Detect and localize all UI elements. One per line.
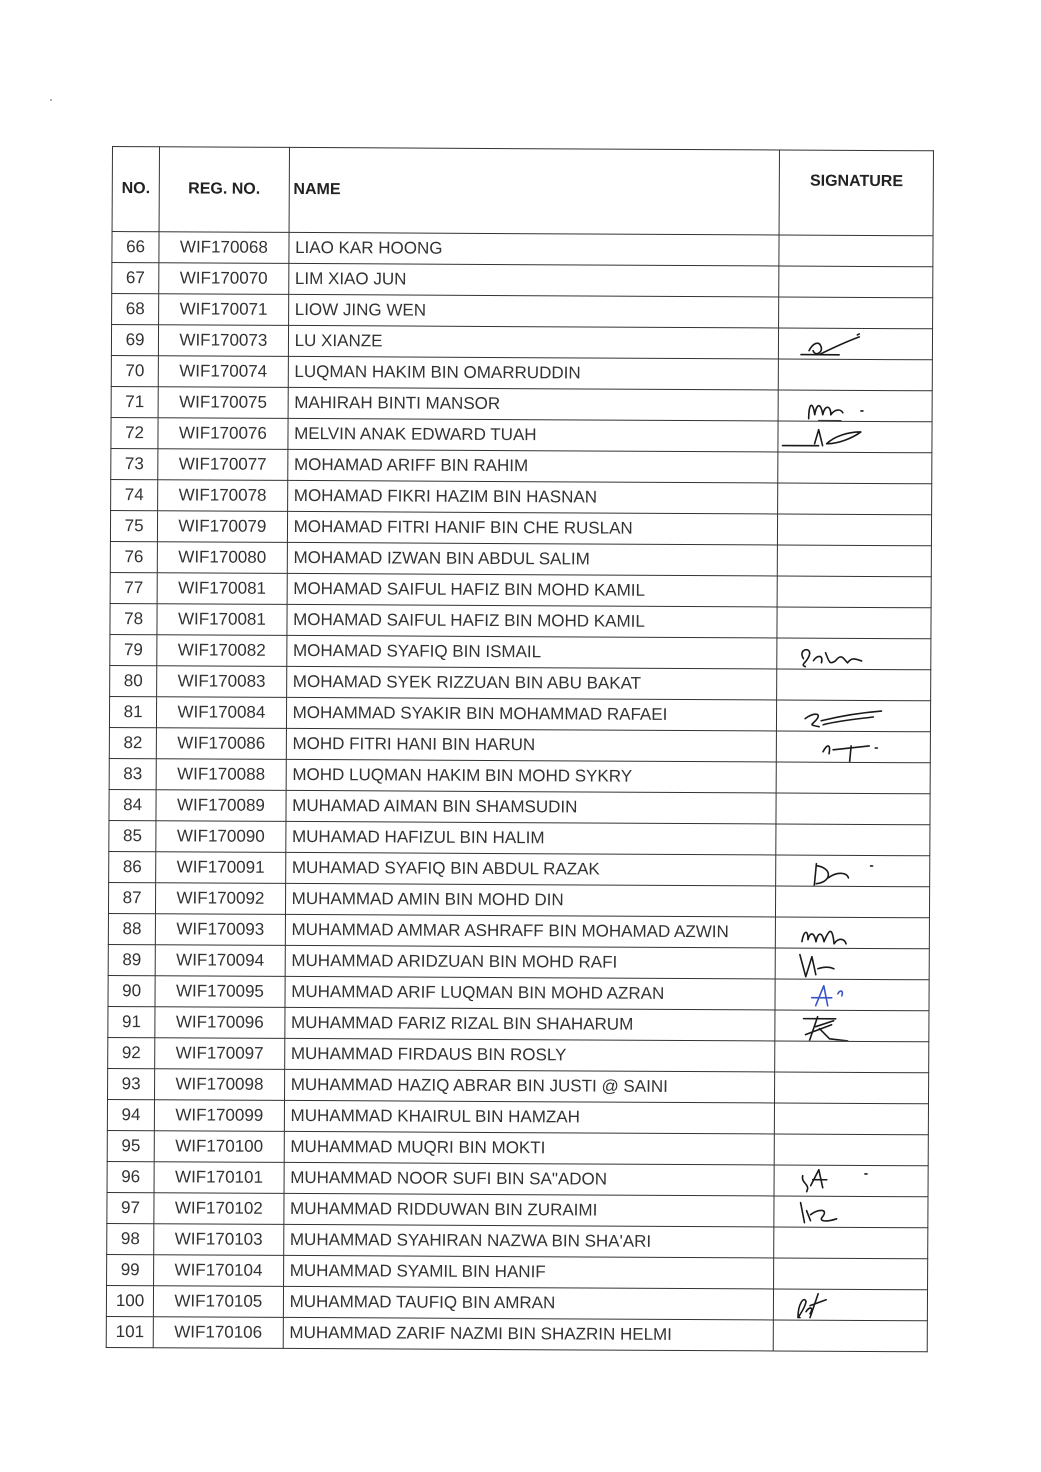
- signature-stroke: [802, 650, 810, 667]
- signature-cell: [777, 762, 931, 794]
- reg-number: WIF170077: [158, 449, 288, 481]
- handwritten-signature: [777, 855, 930, 886]
- signature-cell: [776, 855, 930, 887]
- row-number: 90: [108, 975, 155, 1006]
- signature-stroke: [802, 931, 846, 944]
- signature-cell: [777, 669, 931, 701]
- reg-number: WIF170090: [156, 821, 286, 853]
- table-row: [109, 727, 930, 762]
- table-row: [111, 448, 932, 483]
- signature-stroke: [810, 1300, 826, 1306]
- table-row: [111, 355, 932, 390]
- student-name: MUHAMMAD AMIN BIN MOHD DIN: [285, 883, 776, 917]
- signature-stroke: [809, 343, 821, 354]
- table-row: [108, 882, 929, 917]
- reg-number: WIF170086: [156, 728, 286, 760]
- signature-cell: [778, 390, 932, 422]
- student-name: MOHD LUQMAN HAKIM BIN MOHD SYKRY: [286, 759, 777, 793]
- reg-number: WIF170076: [158, 418, 288, 450]
- signature-stroke: [858, 334, 860, 335]
- reg-number: WIF170082: [157, 635, 287, 667]
- handwritten-signature: [777, 700, 930, 731]
- student-name: MUHAMMAD RIDDUWAN BIN ZURAIMI: [283, 1193, 774, 1227]
- reg-number: WIF170101: [154, 1162, 284, 1194]
- student-name: LIM XIAO JUN: [288, 263, 779, 297]
- row-number: 69: [111, 325, 158, 356]
- student-name: MUHAMAD SYAFIQ BIN ABDUL RAZAK: [285, 852, 776, 886]
- student-name: MOHAMMAD SYAKIR BIN MOHAMMAD RAFAEI: [286, 697, 777, 731]
- header-signature: SIGNATURE: [779, 150, 933, 236]
- table-row: [108, 1068, 929, 1103]
- signature-cell: [778, 452, 932, 484]
- header-no: NO.: [112, 147, 160, 232]
- reg-number: WIF170106: [153, 1317, 283, 1349]
- signature-stroke: [815, 430, 823, 446]
- handwritten-signature: [775, 1196, 928, 1227]
- reg-number: WIF170093: [155, 914, 285, 946]
- signature-cell: [774, 1165, 928, 1197]
- row-number: 80: [110, 665, 157, 696]
- signature-cell: [779, 359, 933, 391]
- signature-stroke: [816, 986, 828, 1006]
- reg-number: WIF170102: [154, 1193, 284, 1225]
- row-number: 75: [110, 510, 157, 541]
- signature-stroke: [823, 746, 830, 754]
- reg-number: WIF170081: [157, 573, 287, 605]
- row-number: 94: [107, 1099, 154, 1130]
- reg-number: WIF170095: [155, 976, 285, 1008]
- student-name: MAHIRAH BINTI MANSOR: [288, 387, 779, 421]
- student-name: MUHAMMAD FARIZ RIZAL BIN SHAHARUM: [284, 1007, 775, 1041]
- student-name: LIOW JING WEN: [288, 294, 779, 328]
- student-name: MUHAMMAD FIRDAUS BIN ROSLY: [284, 1038, 775, 1072]
- reg-number: WIF170074: [158, 356, 288, 388]
- student-name: MOHAMAD SAIFUL HAFIZ BIN MOHD KAMIL: [287, 604, 778, 638]
- reg-number: WIF170096: [155, 1007, 285, 1039]
- table-row: [111, 479, 932, 514]
- student-name: MUHAMMAD AMMAR ASHRAFF BIN MOHAMAD AZWIN: [285, 914, 776, 948]
- student-name: MOHAMAD SYAFIQ BIN ISMAIL: [286, 635, 777, 669]
- row-number: 96: [107, 1161, 154, 1192]
- row-number: 85: [109, 820, 156, 851]
- signature-cell: [777, 638, 931, 670]
- signature-cell: [778, 576, 932, 608]
- attendance-table: [106, 146, 934, 1352]
- signature-stroke: [815, 864, 817, 886]
- signature-cell: [775, 1041, 929, 1073]
- handwritten-signature: [776, 917, 929, 948]
- reg-number: WIF170103: [154, 1224, 284, 1256]
- signature-cell: [776, 948, 930, 980]
- table-row: [111, 417, 932, 452]
- row-number: 67: [112, 263, 159, 294]
- table-row: [110, 634, 931, 669]
- signature-cell: [776, 793, 930, 825]
- table-row: [107, 1254, 928, 1289]
- student-name: MUHAMMAD SYAHIRAN NAZWA BIN SHA'ARI: [283, 1224, 774, 1258]
- handwritten-signature: [776, 1010, 929, 1041]
- signature-stroke: [817, 866, 829, 884]
- table-row: [110, 572, 931, 607]
- row-number: 73: [111, 448, 158, 479]
- table-row: [107, 1223, 928, 1258]
- reg-number: WIF170100: [154, 1131, 284, 1163]
- row-number: 100: [106, 1285, 153, 1316]
- table-row: [107, 1192, 928, 1227]
- reg-number: WIF170078: [158, 480, 288, 512]
- row-number: 97: [107, 1192, 154, 1223]
- table-row: [109, 789, 930, 824]
- signature-cell: [774, 1289, 928, 1321]
- row-number: 68: [112, 294, 159, 325]
- student-name: LIAO KAR HOONG: [289, 232, 780, 266]
- reg-number: WIF170084: [157, 697, 287, 729]
- signature-stroke: [811, 1170, 823, 1188]
- signature-stroke: [801, 1203, 805, 1223]
- signature-stroke: [838, 991, 843, 996]
- row-number: 66: [112, 232, 159, 263]
- reg-number: WIF170089: [156, 790, 286, 822]
- signature-cell: [779, 297, 933, 329]
- signature-stroke: [818, 967, 834, 969]
- reg-number: WIF170104: [154, 1255, 284, 1287]
- reg-number: WIF170088: [156, 759, 286, 791]
- row-number: 84: [109, 789, 156, 820]
- row-number: 99: [107, 1254, 154, 1285]
- signature-stroke: [798, 1300, 806, 1318]
- row-number: 70: [111, 355, 158, 386]
- row-number: 78: [110, 603, 157, 634]
- row-number: 92: [108, 1037, 155, 1068]
- signature-stroke: [800, 955, 816, 977]
- table-row: [108, 944, 929, 979]
- signature-cell: [776, 917, 930, 949]
- signature-cell: [775, 1072, 929, 1104]
- signature-cell: [776, 886, 930, 918]
- table-row: [111, 386, 932, 421]
- signature-cell: [779, 266, 933, 298]
- header-reg-no: REG. NO.: [159, 147, 289, 233]
- handwritten-signature: [776, 979, 929, 1010]
- row-number: 76: [110, 541, 157, 572]
- student-name: MUHAMMAD KHAIRUL BIN HAMZAH: [284, 1100, 775, 1134]
- student-name: MOHAMAD SYEK RIZZUAN BIN ABU BAKAT: [286, 666, 777, 700]
- reg-number: WIF170073: [159, 325, 289, 357]
- row-number: 98: [107, 1223, 154, 1254]
- student-name: MUHAMMAD HAZIQ ABRAR BIN JUSTI @ SAINI: [284, 1069, 775, 1103]
- student-name: MOHAMAD IZWAN BIN ABDUL SALIM: [287, 542, 778, 576]
- signature-cell: [775, 1103, 929, 1135]
- student-name: MOHAMAD FIKRI HAZIM BIN HASNAN: [287, 480, 778, 514]
- table-row: [110, 541, 931, 576]
- table-row: [106, 1285, 927, 1320]
- reg-number: WIF170098: [155, 1069, 285, 1101]
- signature-cell: [779, 328, 933, 360]
- student-name: MOHAMAD SAIFUL HAFIZ BIN MOHD KAMIL: [287, 573, 778, 607]
- reg-number: WIF170080: [157, 542, 287, 574]
- table-row: [106, 1316, 927, 1351]
- table-row: [111, 325, 932, 360]
- signature-stroke: [811, 1210, 837, 1221]
- signature-cell: [777, 700, 931, 732]
- row-number: 77: [110, 572, 157, 603]
- table-row: [112, 263, 933, 298]
- signature-stroke: [827, 432, 861, 444]
- signature-cell: [779, 235, 933, 267]
- reg-number: WIF170081: [157, 604, 287, 636]
- signature-cell: [774, 1227, 928, 1259]
- signature-cell: [777, 607, 931, 639]
- signature-cell: [778, 421, 932, 453]
- row-number: 88: [108, 913, 155, 944]
- reg-number: WIF170099: [155, 1100, 285, 1132]
- signature-stroke: [820, 1029, 848, 1041]
- signature-cell: [775, 1134, 929, 1166]
- signature-cell: [778, 514, 932, 546]
- signature-stroke: [810, 1017, 818, 1041]
- table-row: [108, 913, 929, 948]
- table-row: [107, 1130, 928, 1165]
- row-number: 83: [109, 758, 156, 789]
- attendance-sheet: [106, 146, 934, 1352]
- student-name: LUQMAN HAKIM BIN OMARRUDDIN: [288, 356, 779, 390]
- row-number: 87: [108, 882, 155, 913]
- row-number: 101: [106, 1316, 153, 1347]
- reg-number: WIF170083: [157, 666, 287, 698]
- student-name: MUHAMMAD ARIF LUQMAN BIN MOHD AZRAN: [285, 976, 776, 1010]
- student-name: MUHAMAD AIMAN BIN SHAMSUDIN: [286, 790, 777, 824]
- reg-number: WIF170105: [154, 1286, 284, 1318]
- student-name: MUHAMMAD NOOR SUFI BIN SA"ADON: [284, 1162, 775, 1196]
- signature-stroke: [807, 1211, 811, 1221]
- table-row: [110, 603, 931, 638]
- student-name: MUHAMAD HAFIZUL BIN HALIM: [285, 821, 776, 855]
- student-name: MUHAMMAD MUQRI BIN MOKTI: [284, 1131, 775, 1165]
- handwritten-signature: [777, 731, 930, 762]
- handwritten-signature: [779, 390, 932, 421]
- reg-number: WIF170075: [158, 387, 288, 419]
- reg-number: WIF170092: [156, 883, 286, 915]
- handwritten-signature: [778, 638, 931, 669]
- student-name: MELVIN ANAK EDWARD TUAH: [288, 418, 779, 452]
- table-row: [108, 1037, 929, 1072]
- student-name: LU XIANZE: [288, 325, 779, 359]
- signature-stroke: [814, 656, 822, 662]
- signature-cell: [775, 979, 929, 1011]
- row-number: 79: [110, 634, 157, 665]
- handwritten-signature: [779, 421, 932, 452]
- signature-cell: [776, 824, 930, 856]
- row-number: 81: [109, 696, 156, 727]
- reg-number: WIF170094: [155, 945, 285, 977]
- table-body: [106, 232, 933, 1352]
- table-row: [107, 1161, 928, 1196]
- reg-number: WIF170091: [156, 852, 286, 884]
- signature-cell: [774, 1196, 928, 1228]
- signature-stroke: [829, 873, 849, 878]
- student-name: MOHAMAD FITRI HANIF BIN CHE RUSLAN: [287, 511, 778, 545]
- table-row: [109, 851, 930, 886]
- table-row: [110, 665, 931, 700]
- student-name: MUHAMMAD SYAMIL BIN HANIF: [283, 1255, 774, 1289]
- signature-cell: [774, 1258, 928, 1290]
- row-number: 91: [108, 1006, 155, 1037]
- signature-cell: [775, 1010, 929, 1042]
- handwritten-signature: [776, 948, 929, 979]
- student-name: MUHAMMAD TAUFIQ BIN AMRAN: [283, 1286, 774, 1320]
- row-number: 71: [111, 386, 158, 417]
- student-name: MOHAMAD ARIFF BIN RAHIM: [287, 449, 778, 483]
- table-row: [110, 510, 931, 545]
- reg-number: WIF170079: [158, 511, 288, 543]
- table-row: [112, 232, 933, 267]
- signature-cell: [774, 1320, 928, 1352]
- handwritten-signature: [779, 328, 932, 359]
- header-row: [112, 147, 933, 236]
- row-number: 72: [111, 417, 158, 448]
- row-number: 93: [108, 1068, 155, 1099]
- reg-number: WIF170097: [155, 1038, 285, 1070]
- header-name: NAME: [289, 147, 780, 235]
- row-number: 95: [107, 1130, 154, 1161]
- student-name: MUHAMMAD ARIDZUAN BIN MOHD RAFI: [285, 945, 776, 979]
- row-number: 74: [111, 479, 158, 510]
- table-row: [109, 820, 930, 855]
- table-row: [109, 696, 930, 731]
- row-number: 86: [109, 851, 156, 882]
- table-row: [108, 975, 929, 1010]
- signature-cell: [778, 545, 932, 577]
- student-name: MOHD FITRI HANI BIN HARUN: [286, 728, 777, 762]
- handwritten-signature: [774, 1289, 927, 1320]
- signature-cell: [777, 731, 931, 763]
- signature-stroke: [826, 653, 862, 663]
- scan-speck: [50, 99, 52, 101]
- table-row: [109, 758, 930, 793]
- signature-stroke: [803, 1176, 808, 1192]
- table-row: [108, 1006, 929, 1041]
- row-number: 89: [108, 944, 155, 975]
- signature-cell: [778, 483, 932, 515]
- signature-stroke: [809, 405, 843, 419]
- signature-stroke: [805, 714, 819, 727]
- table-row: [107, 1099, 928, 1134]
- signature-stroke: [819, 337, 859, 355]
- handwritten-signature: [775, 1165, 928, 1196]
- table-row: [112, 294, 933, 329]
- student-name: MUHAMMAD ZARIF NAZMI BIN SHAZRIN HELMI: [283, 1317, 774, 1351]
- reg-number: WIF170071: [159, 294, 289, 326]
- reg-number: WIF170070: [159, 263, 289, 295]
- reg-number: WIF170068: [159, 232, 289, 264]
- row-number: 82: [109, 727, 156, 758]
